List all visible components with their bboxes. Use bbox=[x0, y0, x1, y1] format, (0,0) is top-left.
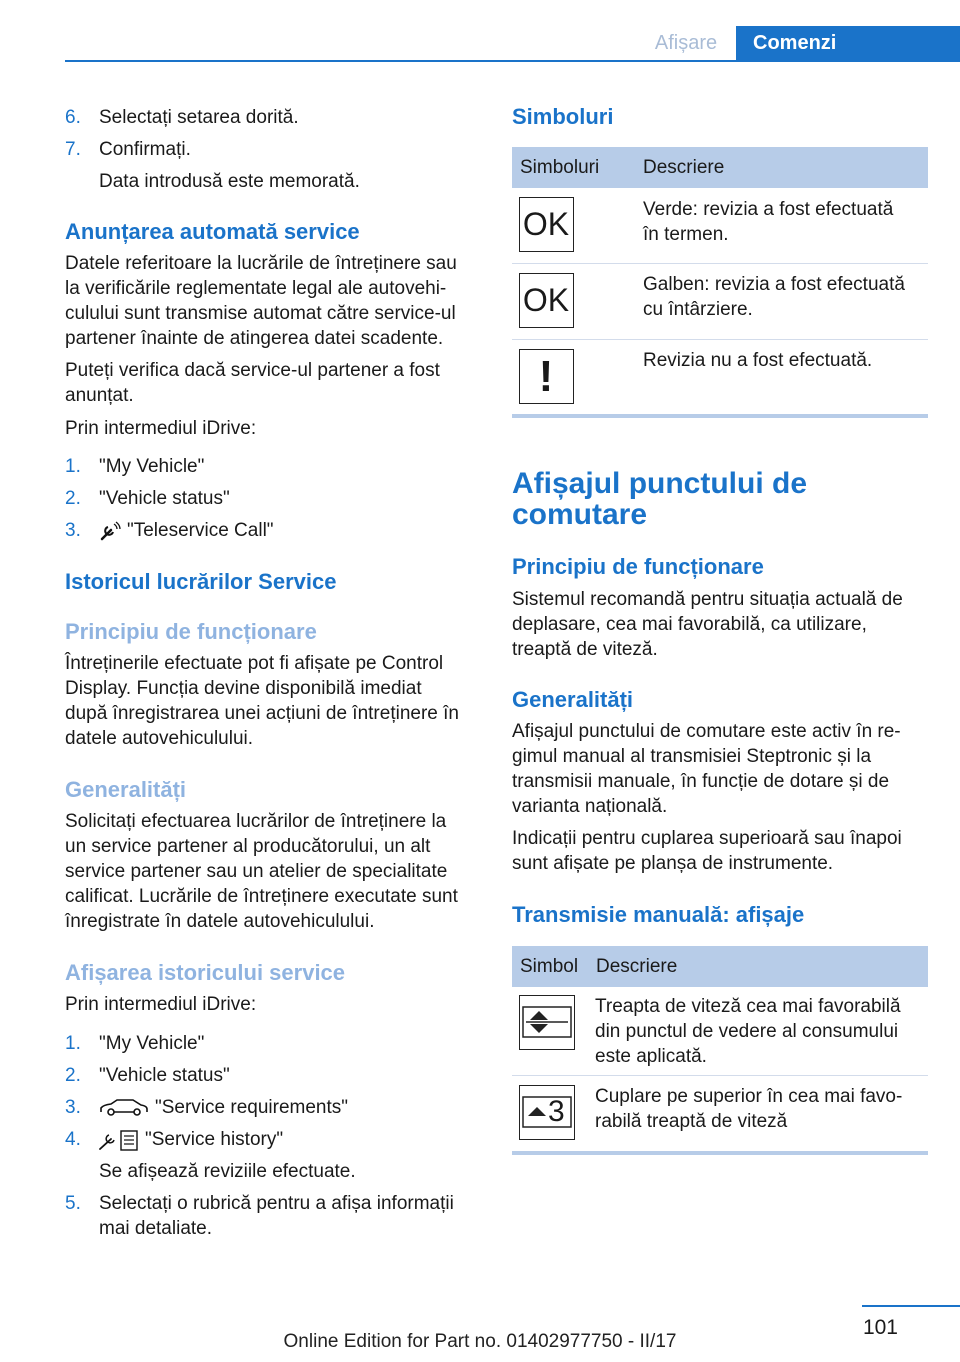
paragraph: Întreținerile efectuate pot fi afișate pe Control Display. Funcția devine disponibilă imediat după înregistrarea unei acțiuni de întreținere în datele autovehiculului. bbox=[65, 653, 459, 749]
row-divider bbox=[512, 339, 928, 340]
row-divider bbox=[512, 1075, 928, 1076]
tab-comenzi[interactable]: Comenzi bbox=[736, 26, 960, 62]
ok-yellow-icon: OK bbox=[519, 273, 574, 328]
table-header: Simbol Descriere bbox=[512, 946, 928, 987]
heading-generalitati: Generalități bbox=[65, 777, 187, 802]
paragraph: Prin intermediul iDrive: bbox=[65, 994, 257, 1015]
car-icon bbox=[99, 1099, 149, 1124]
heading-principiu: Principiu de funcționare bbox=[65, 619, 317, 644]
list-note: Data introdusă este memorată. bbox=[99, 171, 360, 192]
exclamation-icon: ! bbox=[519, 349, 574, 404]
header-rule bbox=[65, 60, 960, 62]
table-cell: Treapta de viteză cea mai favorabilă din punctul de vedere al consumului este aplicată. bbox=[595, 996, 901, 1067]
heading-anuntare: Anunțarea automată service bbox=[65, 219, 360, 244]
paragraph: Puteți verifica dacă service-ul partener a fost anunțat. bbox=[65, 360, 440, 406]
footer-rule bbox=[862, 1305, 960, 1307]
page-number: 101 bbox=[862, 1316, 898, 1339]
heading-principiu-r: Principiu de funcționare bbox=[512, 554, 764, 579]
table-cell: Revizia nu a fost efectuată. bbox=[643, 350, 873, 371]
table-cell: Cuplare pe superior în cea mai favo‐ rabilă treaptă de viteză bbox=[595, 1086, 903, 1132]
list-note: Se afișează reviziile efectuate. bbox=[99, 1161, 356, 1182]
row-divider bbox=[512, 263, 928, 264]
paragraph: Indicații pentru cuplarea superioară sau înapoi sunt afișate pe planșa de instrumente. bbox=[512, 828, 902, 874]
heading-istoric: Istoricul lucrărilor Service bbox=[65, 569, 337, 594]
ok-green-icon: OK bbox=[519, 197, 574, 252]
heading-simboluri: Simboluri bbox=[512, 104, 614, 129]
tab-afisare[interactable]: Afișare bbox=[654, 32, 718, 54]
paragraph: Afișajul punctului de comutare este activ în re‐ gimul manual al transmisiei Steptronic și la transmisii manuale, în funcție de dotare și de varianta națională. bbox=[512, 721, 901, 817]
table-header: Simboluri Descriere bbox=[512, 147, 928, 188]
table-cell: Galben: revizia a fost efectuată cu întârziere. bbox=[643, 274, 905, 320]
paragraph: Sistemul recomandă pentru situația actuală de deplasare, cea mai favorabilă, ca utilizare, treaptă de viteză. bbox=[512, 589, 903, 660]
optimal-gear-icon bbox=[519, 995, 575, 1050]
heading-afisajul: Afișajul punctului de comutare bbox=[512, 467, 808, 531]
table-cell: Verde: revizia a fost efectuată în termen. bbox=[643, 199, 894, 245]
service-history-icon bbox=[99, 1129, 139, 1158]
table-end-rule bbox=[512, 414, 928, 418]
paragraph: Datele referitoare la lucrările de întreținere sau la verificările reglementate legal ale autovehi‐ culului sunt transmise automat către service-ul partener înainte de atingerea datei scadente. bbox=[65, 253, 457, 349]
heading-afisarea: Afișarea istoricului service bbox=[65, 960, 346, 985]
paragraph: Prin intermediul iDrive: bbox=[65, 418, 257, 439]
teleservice-icon bbox=[99, 521, 121, 548]
heading-generalitati-r: Generalități bbox=[512, 687, 634, 712]
heading-transmisie: Transmisie manuală: afișaje bbox=[512, 902, 805, 927]
edition-note: Online Edition for Part no. 01402977750 - II/17 bbox=[283, 1331, 677, 1352]
paragraph: Solicitați efectuarea lucrărilor de întreținere la un service partener al producătorului, un alt service partener sau un atelier de specialitate calificat. Lucrările de întreținere executate sunt înregistrate în datele autovehiculului. bbox=[65, 811, 458, 932]
upshift-3-icon: 3 bbox=[519, 1085, 575, 1140]
table-end-rule bbox=[512, 1151, 928, 1155]
